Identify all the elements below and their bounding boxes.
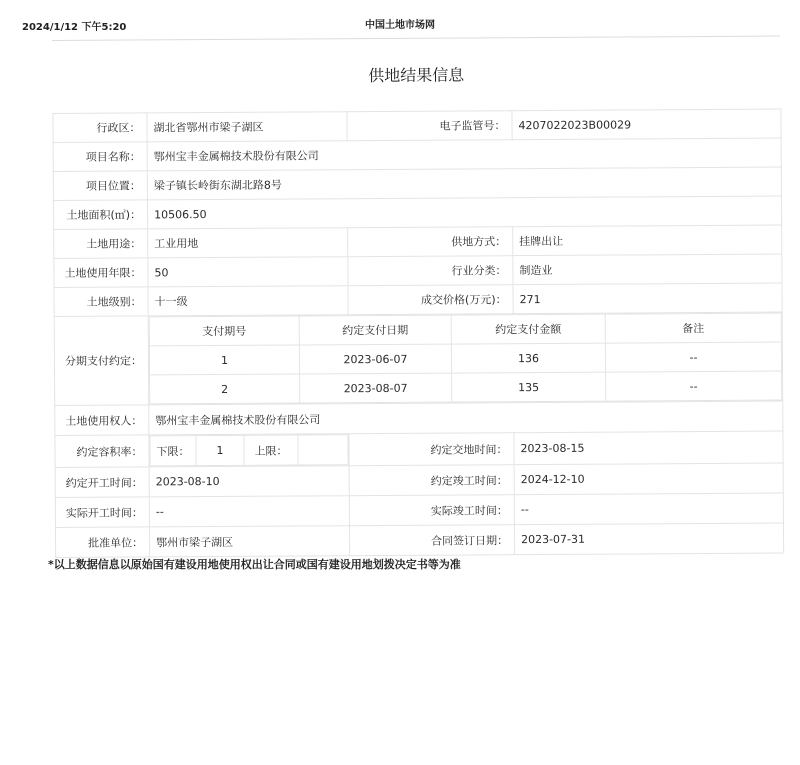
- supply-method-value: 挂牌出让: [513, 225, 782, 256]
- upper-label: 上限：: [244, 435, 298, 465]
- plot-ratio-table: [149, 434, 348, 466]
- supply-method-label: 供地方式：: [348, 227, 513, 257]
- table-row: [54, 283, 782, 316]
- contract-date-value: 2023-07-31: [514, 523, 783, 555]
- table-row: [55, 523, 783, 557]
- table-row: [54, 254, 782, 287]
- table-row: [55, 431, 783, 467]
- start-time-value: 2023-08-10: [149, 466, 349, 497]
- period-cell: 2: [150, 374, 300, 404]
- project-location-value: 梁子镇长岭街东湖北路8号: [147, 167, 781, 200]
- table-row: [55, 401, 783, 435]
- land-grade-value: 十一级: [148, 286, 348, 316]
- actual-start-label: 实际开工时间：: [55, 497, 149, 528]
- installment-row-2: [150, 371, 782, 404]
- start-time-label: 约定开工时间：: [55, 467, 149, 498]
- district-value: 湖北省鄂州市梁子湖区: [147, 112, 347, 142]
- pay-amount-cell: 136: [451, 343, 605, 373]
- site-name: 中国土地市场网: [365, 20, 435, 31]
- upper-value: [298, 435, 348, 465]
- project-name-value: 鄂州宝丰金属棉技术股份有限公司: [147, 138, 781, 171]
- installment-row: [54, 312, 783, 405]
- lower-label: 下限：: [150, 436, 196, 466]
- lower-value: 1: [196, 435, 244, 465]
- table-row: [54, 225, 782, 258]
- supervision-no-label: 电子监管号：: [347, 111, 512, 141]
- footnote: *以上数据信息以原始国有建设用地使用权出让合同或国有建设用地划拨决定书等为准: [48, 558, 461, 571]
- actual-completion-label: 实际竣工时间：: [349, 495, 514, 526]
- table-row: [55, 493, 783, 527]
- installment-header-row: [149, 313, 781, 346]
- header-pay-date: 约定支付日期: [299, 315, 451, 345]
- approval-unit-label: 批准单位：: [55, 527, 149, 558]
- contract-date-label: 合同签订日期：: [349, 525, 514, 556]
- land-use-label: 土地用途：: [54, 229, 148, 259]
- land-user-label: 土地使用权人：: [55, 405, 149, 436]
- project-location-label: 项目位置：: [53, 171, 147, 201]
- print-datetime: 2024/1/12 下午5:20: [22, 22, 127, 33]
- remark-cell: --: [606, 371, 782, 401]
- actual-completion-value: --: [514, 493, 783, 525]
- header-period: 支付期号: [149, 316, 299, 346]
- plot-ratio-label: 约定容积率：: [55, 435, 149, 468]
- installment-cell: [148, 312, 783, 405]
- document-title: 供地结果信息: [52, 36, 780, 114]
- installment-label: 分期支付约定：: [54, 316, 149, 406]
- delivery-time-value: 2023-08-15: [514, 431, 783, 465]
- remark-cell: --: [605, 342, 781, 372]
- actual-start-value: --: [149, 496, 349, 527]
- table-row: [53, 196, 781, 229]
- district-label: 行政区：: [53, 113, 147, 143]
- price-value: 271: [513, 283, 782, 314]
- plot-ratio-cell: [149, 434, 349, 467]
- header-remark: 备注: [605, 313, 781, 343]
- installment-table: [149, 313, 783, 405]
- pay-amount-cell: 135: [452, 372, 606, 402]
- table-row: [55, 463, 783, 497]
- pay-date-cell: 2023-06-07: [299, 344, 451, 374]
- installment-row-1: [149, 342, 781, 375]
- industry-value: 制造业: [513, 254, 782, 285]
- table-row: [53, 138, 781, 171]
- header-pay-amount: 约定支付金额: [451, 314, 605, 344]
- land-use-value: 工业用地: [148, 228, 348, 258]
- price-label: 成交价格(万元)：: [348, 285, 513, 315]
- land-info-table: [52, 109, 784, 558]
- period-cell: 1: [149, 345, 299, 375]
- land-supply-result-document: [52, 36, 783, 553]
- industry-label: 行业分类：: [348, 256, 513, 286]
- completion-time-value: 2024-12-10: [514, 463, 783, 495]
- table-row: [53, 167, 781, 200]
- use-years-value: 50: [148, 257, 348, 287]
- completion-time-label: 约定竣工时间：: [349, 465, 514, 496]
- supervision-no-value: 4207022023B00029: [512, 109, 781, 140]
- delivery-time-label: 约定交地时间：: [349, 433, 514, 466]
- land-area-label: 土地面积(㎡)：: [53, 200, 147, 230]
- land-grade-label: 土地级别：: [54, 287, 148, 317]
- approval-unit-value: 鄂州市梁子湖区: [149, 526, 349, 557]
- land-area-value: 10506.50: [147, 196, 781, 229]
- land-user-value: 鄂州宝丰金属棉技术股份有限公司: [149, 401, 783, 435]
- table-row: [53, 109, 781, 142]
- project-name-label: 项目名称：: [53, 142, 147, 172]
- use-years-label: 土地使用年限：: [54, 258, 148, 288]
- pay-date-cell: 2023-08-07: [300, 373, 452, 403]
